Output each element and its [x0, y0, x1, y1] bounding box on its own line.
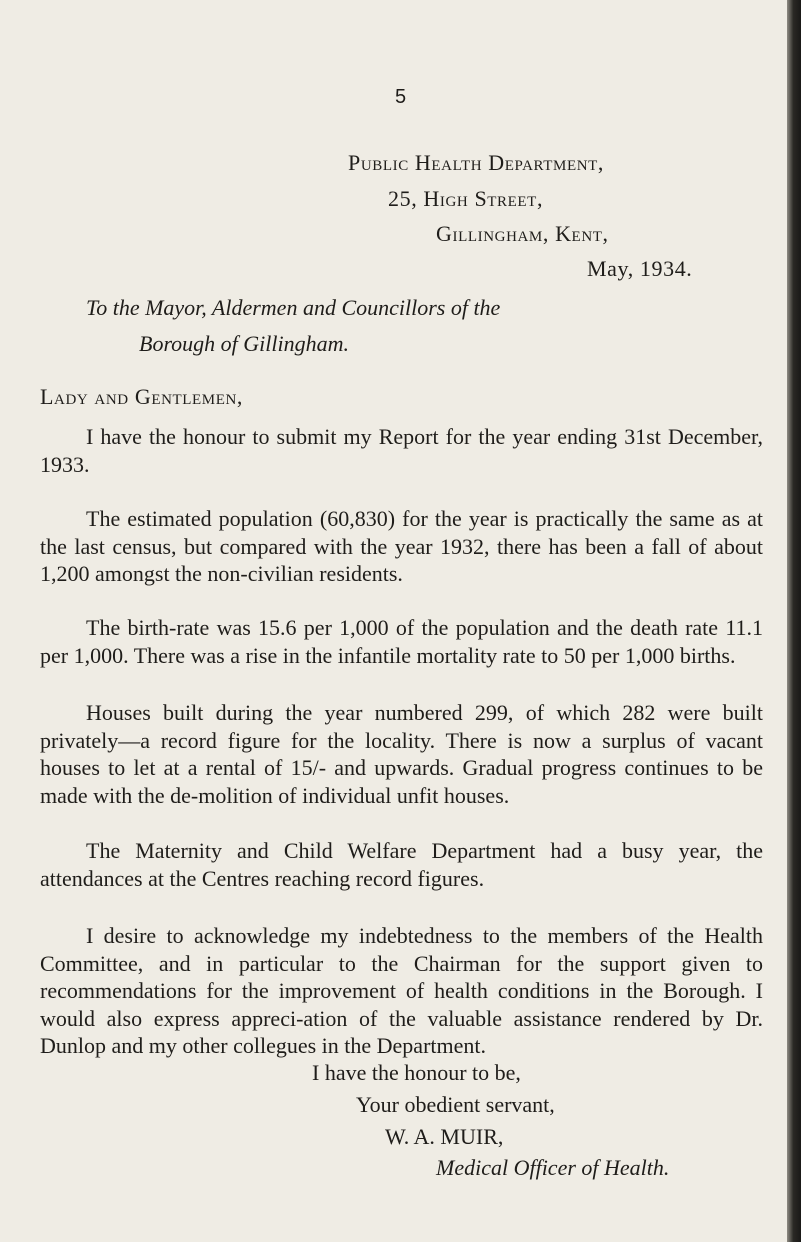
page-edge [787, 0, 801, 1242]
page-number: 5 [394, 86, 407, 108]
paragraph-5: The Maternity and Child Welfare Department had a busy year, the attendances at the Centres reaching record figures. [40, 838, 763, 891]
paragraph-1: I have the honour to submit my Report for the year ending 31st December, 1933. [40, 424, 763, 477]
salutation: Lady and Gentlemen, [40, 384, 244, 409]
paragraph-2: The estimated population (60,830) for the year is practically the same as at the last census, but compared with the year 1932, there has been a fall of about 1,200 amongst the non-civilian residents. [40, 506, 763, 586]
closing-line-1: I have the honour to be, [312, 1060, 521, 1085]
signature-name: W. A. MUIR, [385, 1124, 504, 1149]
signature-title: Medical Officer of Health. [436, 1155, 670, 1180]
paragraph-6: I desire to acknowledge my indebtedness to the members of the Health Committee, and in particular to the Chairman for the support given to recommendations for the improvement of health conditions in the Borough. I would also express appreci-ation of the valuable assistance rendered by Dr. Dunlop and my other collegues in the Department. [40, 923, 763, 1058]
paragraph-3: The birth-rate was 15.6 per 1,000 of the population and the death rate 11.1 per 1,000. There was a rise in the infantile mortality rate to 50 per 1,000 births. [40, 615, 763, 668]
letter-date: May, 1934. [587, 256, 693, 281]
address-line-2: 25, High Street, [388, 186, 544, 211]
address-line-3: Gillingham, Kent, [436, 221, 609, 246]
addressee-line-1: To the Mayor, Aldermen and Councillors of the [86, 295, 501, 320]
paragraph-4: Houses built during the year numbered 299, of which 282 were built privately—a record figure for the locality. There is now a surplus of vacant houses to let at a rental of 15/- and upwards. Gradual progress continues to be made with the de-molition of individual unfit houses. [40, 700, 763, 808]
address-line-1: Public Health Department, [348, 150, 605, 175]
closing-line-2: Your obedient servant, [356, 1092, 555, 1117]
addressee-line-2: Borough of Gillingham. [139, 331, 350, 356]
